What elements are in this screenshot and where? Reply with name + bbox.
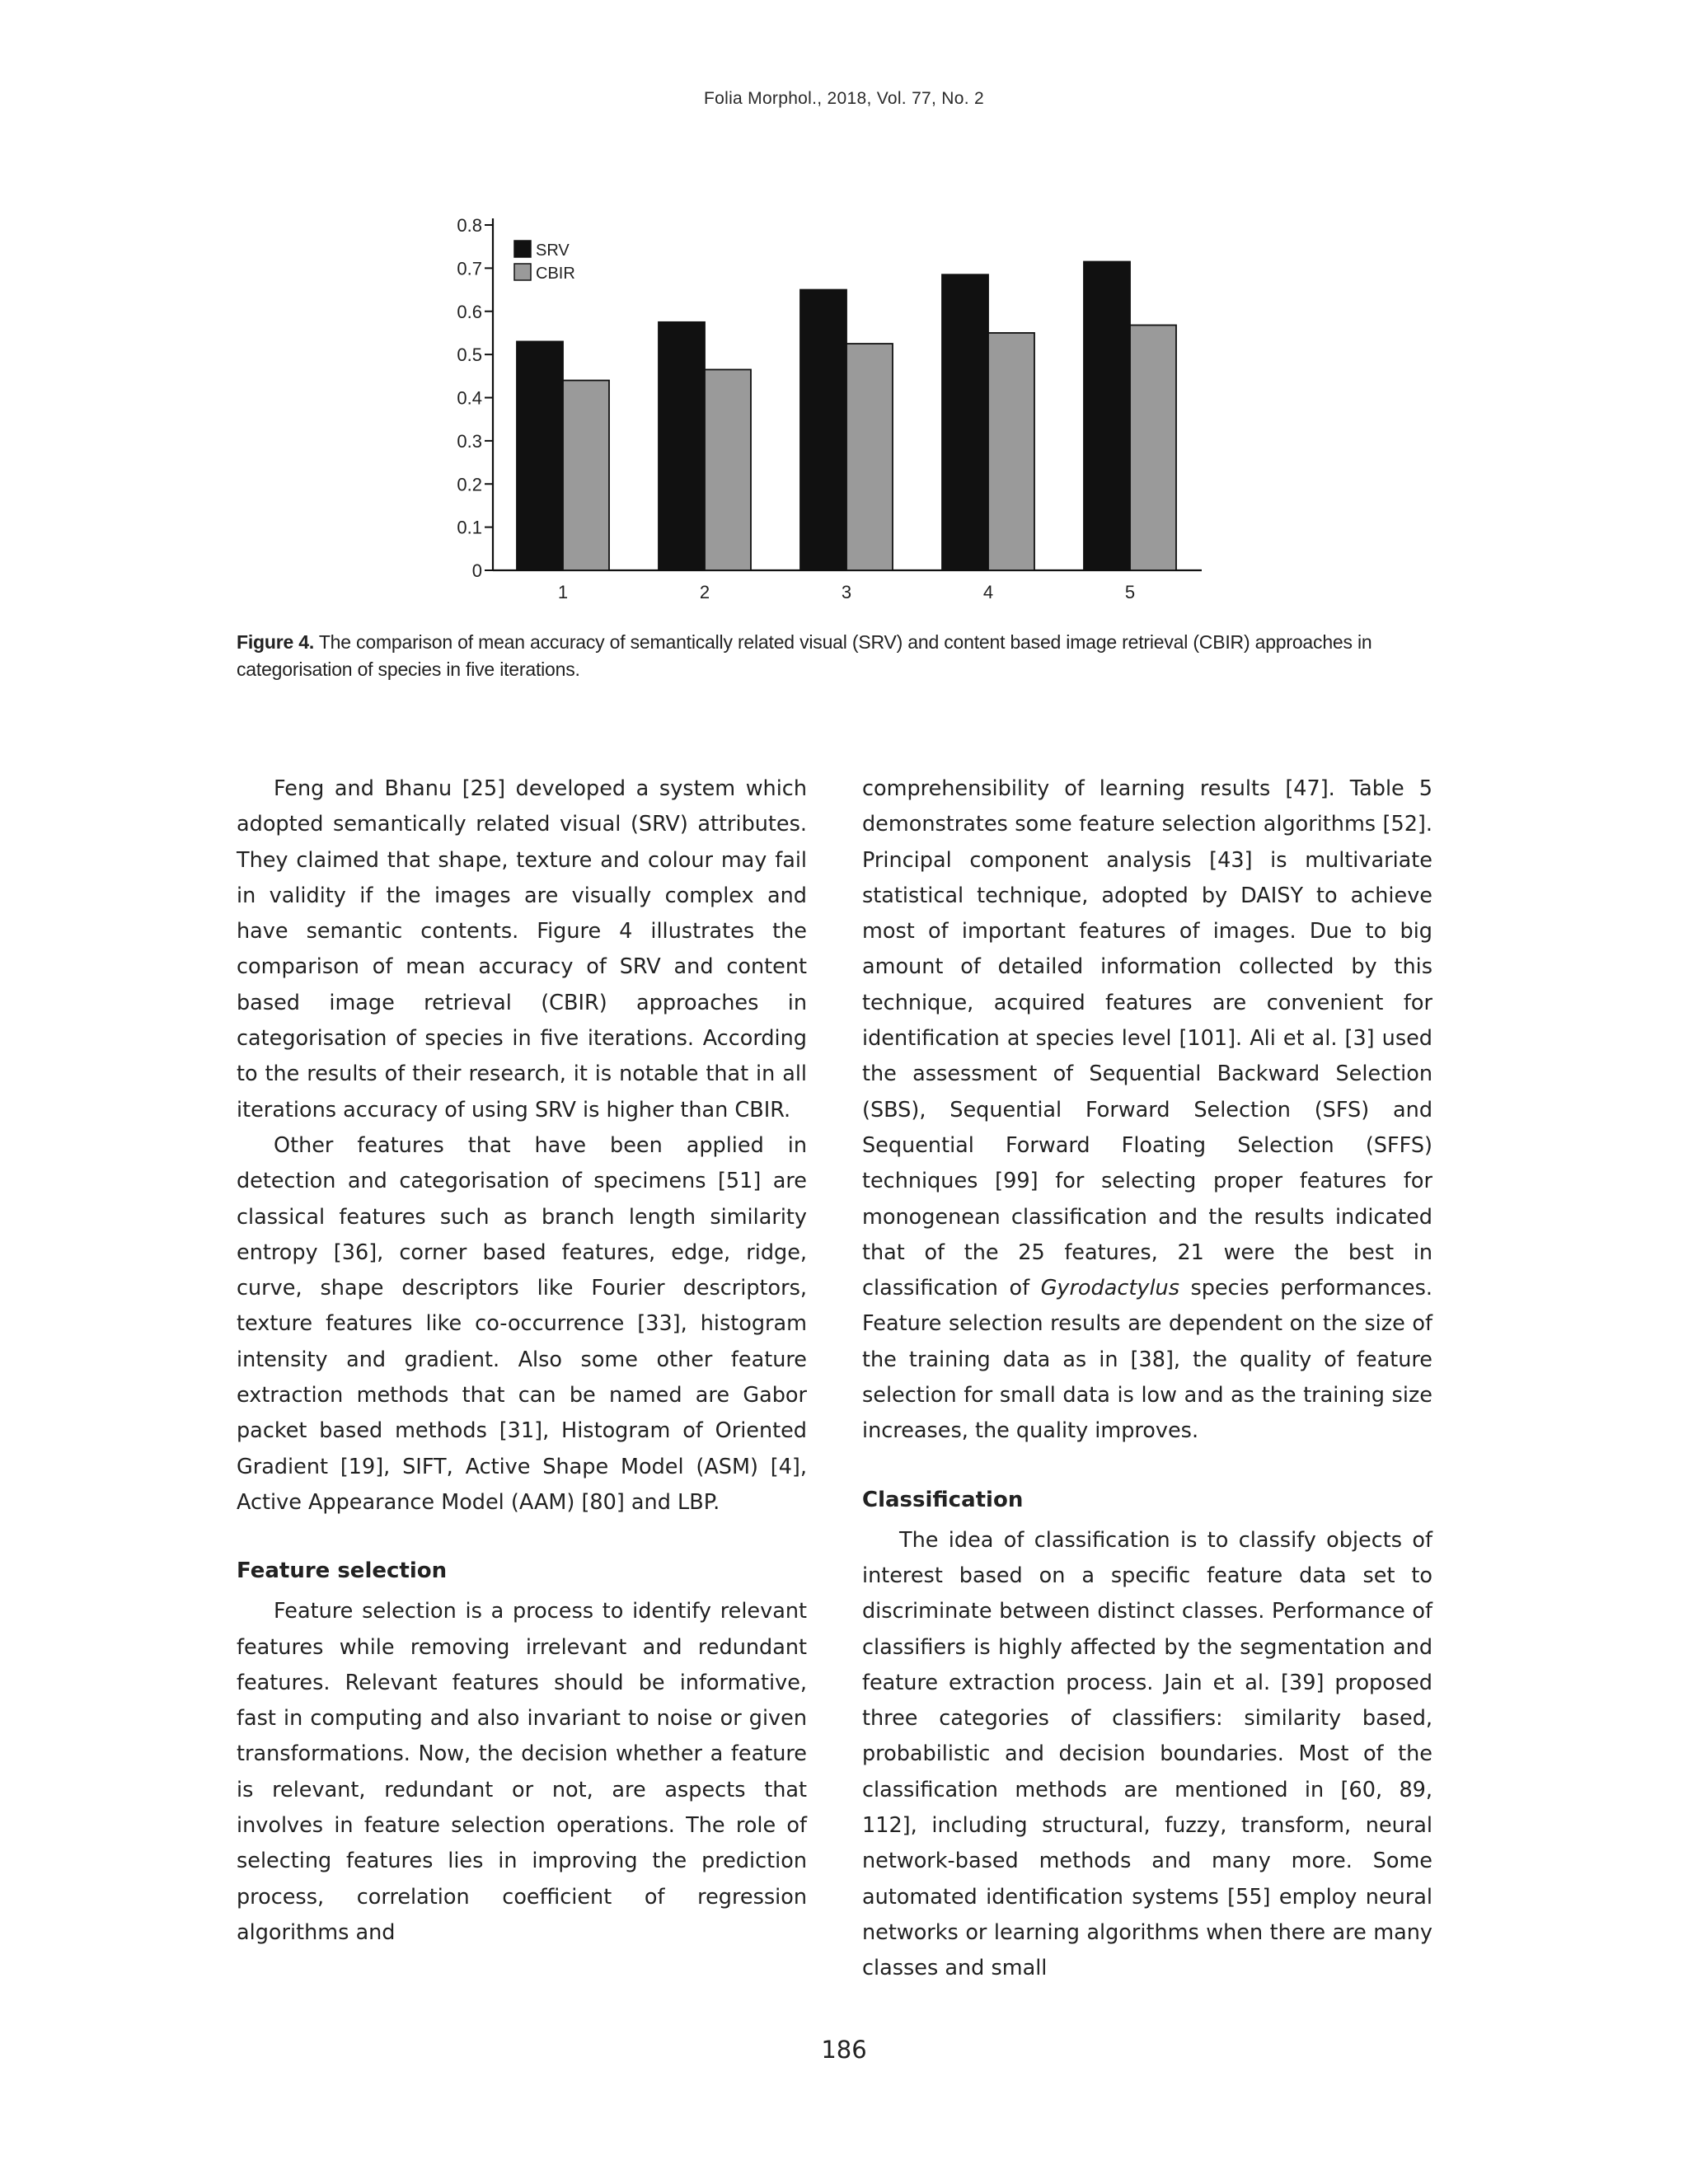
legend-label-cbir: CBIR [536, 265, 575, 283]
x-tick-label: 3 [841, 582, 852, 602]
bar-chart-figure-4 [0, 0, 1688, 626]
text-run: comprehensibility of learning results [47]. Table 5 demonstrates some feature selection algorithms [52]. Principal component analysis [43] is multivariate statistical technique, adopted by DAISY to achieve most of important features of images. Due to big amount of detailed information collected by this technique, acquired features are convenient for identification at species level [101]. Ali et al. [3] used the assessment of Sequential Backward Selection (SBS), Sequential Forward Selection (SFS) and Sequential Forward Floating Selection (SFFS) techniques [99] for selecting proper features for monogenean classification and the results indicated that of the 25 features, 21 were the best in classification of [862, 776, 1432, 1301]
y-tick-label: 0.7 [457, 258, 482, 279]
legend-label-srv: SRV [536, 241, 570, 260]
bar-srv-3 [800, 290, 846, 570]
bar-cbir-3 [846, 344, 893, 570]
paragraph: Feng and Bhanu [25] developed a system which adopted semantically related visual (SRV) attributes. They claimed that shape, texture and colour may fail in validity if the images are visually complex and have semantic contents. Figure 4 illustrates the comparison of mean accuracy of SRV and content based image retrieval (CBIR) approaches in categorisation of species in five iterations. According to the results of their research, it is notable that in all iterations accuracy of using SRV is higher than CBIR. [237, 776, 807, 1122]
paragraph: The idea of classification is to classify objects of interest based on a specific feature data set to discriminate between distinct classes. Performance of classifiers is highly affected by the segmentation and feature extraction process. Jain et al. [39] proposed three categories of classifiers: similarity based, probabilistic and decision boundaries. Most of the classification methods are mentioned in [60, 89, 112], including structural, fuzzy, transform, neural network-based methods and many more. Some automated identification systems [55] employ neural networks or learning algorithms when there are many classes and small [862, 1527, 1432, 1981]
section-heading-feature-selection: Feature selection [237, 1558, 448, 1584]
paragraph: Feature selection is a process to identify relevant features while removing irrelevant and redundant features. Relevant features should be informative, fast in computing and also invariant to noise or given transformations. Now, the decision whether a feature is relevant, redundant or not, are aspects that involves in feature selection operations. The role of selecting features lies in improving the prediction process, correlation coefficient of regression algorithms and [237, 1599, 807, 1945]
y-tick-label: 0.5 [457, 344, 482, 366]
legend-swatch-cbir [514, 264, 531, 280]
bar-cbir-4 [988, 333, 1034, 570]
bar-cbir-5 [1130, 326, 1176, 570]
y-tick-label: 0.2 [457, 474, 482, 495]
y-tick-label: 0.8 [457, 215, 482, 236]
bar-srv-4 [942, 274, 988, 570]
running-header: Folia Morphol., 2018, Vol. 77, No. 2 [704, 89, 984, 108]
x-tick-label: 5 [1124, 582, 1136, 602]
y-tick-label: 0.3 [457, 430, 482, 452]
y-tick-label: 0.4 [457, 387, 482, 409]
right-column [862, 771, 1432, 1987]
figure-caption-text: The comparison of mean accuracy of semantically related visual (SRV) and content based image retrieval (CBIR) approaches in categorisation of species in five iterations. [237, 631, 1372, 680]
bar-cbir-1 [563, 381, 609, 570]
y-tick-label: 0 [471, 560, 482, 581]
x-tick-label: 2 [699, 582, 710, 602]
legend-swatch-srv [514, 241, 531, 257]
paragraph [862, 771, 1432, 1450]
bar-srv-1 [517, 341, 563, 570]
section-heading-classification: Classification [862, 1487, 1024, 1512]
figure-label: Figure 4. [237, 631, 315, 653]
y-tick-label: 0.1 [457, 517, 482, 538]
left-column [237, 771, 807, 1951]
bar-cbir-2 [705, 369, 751, 570]
figure-caption [237, 629, 1448, 683]
bar-srv-2 [659, 322, 705, 570]
bar-srv-5 [1084, 262, 1130, 570]
x-tick-label: 4 [982, 582, 994, 602]
text-run: species performances. Feature selection results are dependent on the size of the training data as in [38], the quality of feature selection for small data is low and as the training size increases, the quality improves. [862, 1276, 1432, 1444]
paragraph: Other features that have been applied in detection and categorisation of specimens [51] are classical features such as branch length similarity entropy [36], corner based features, edge, ridge, curve, shape descriptors like Fourier descriptors, texture features like co-occurrence [33], histogram intensity and gradient. Also some other feature extraction methods that can be named are Gabor packet based methods [31], Histogram of Oriented Gradient [19], SIFT, Active Shape Model (ASM) [4], Active Appearance Model (AAM) [80] and LBP. [237, 1132, 807, 1515]
y-tick-label: 0.6 [457, 301, 482, 322]
species-name: Gyrodactylus [1040, 1276, 1179, 1301]
page-number: 186 [821, 2036, 867, 2064]
x-tick-label: 1 [557, 582, 569, 602]
